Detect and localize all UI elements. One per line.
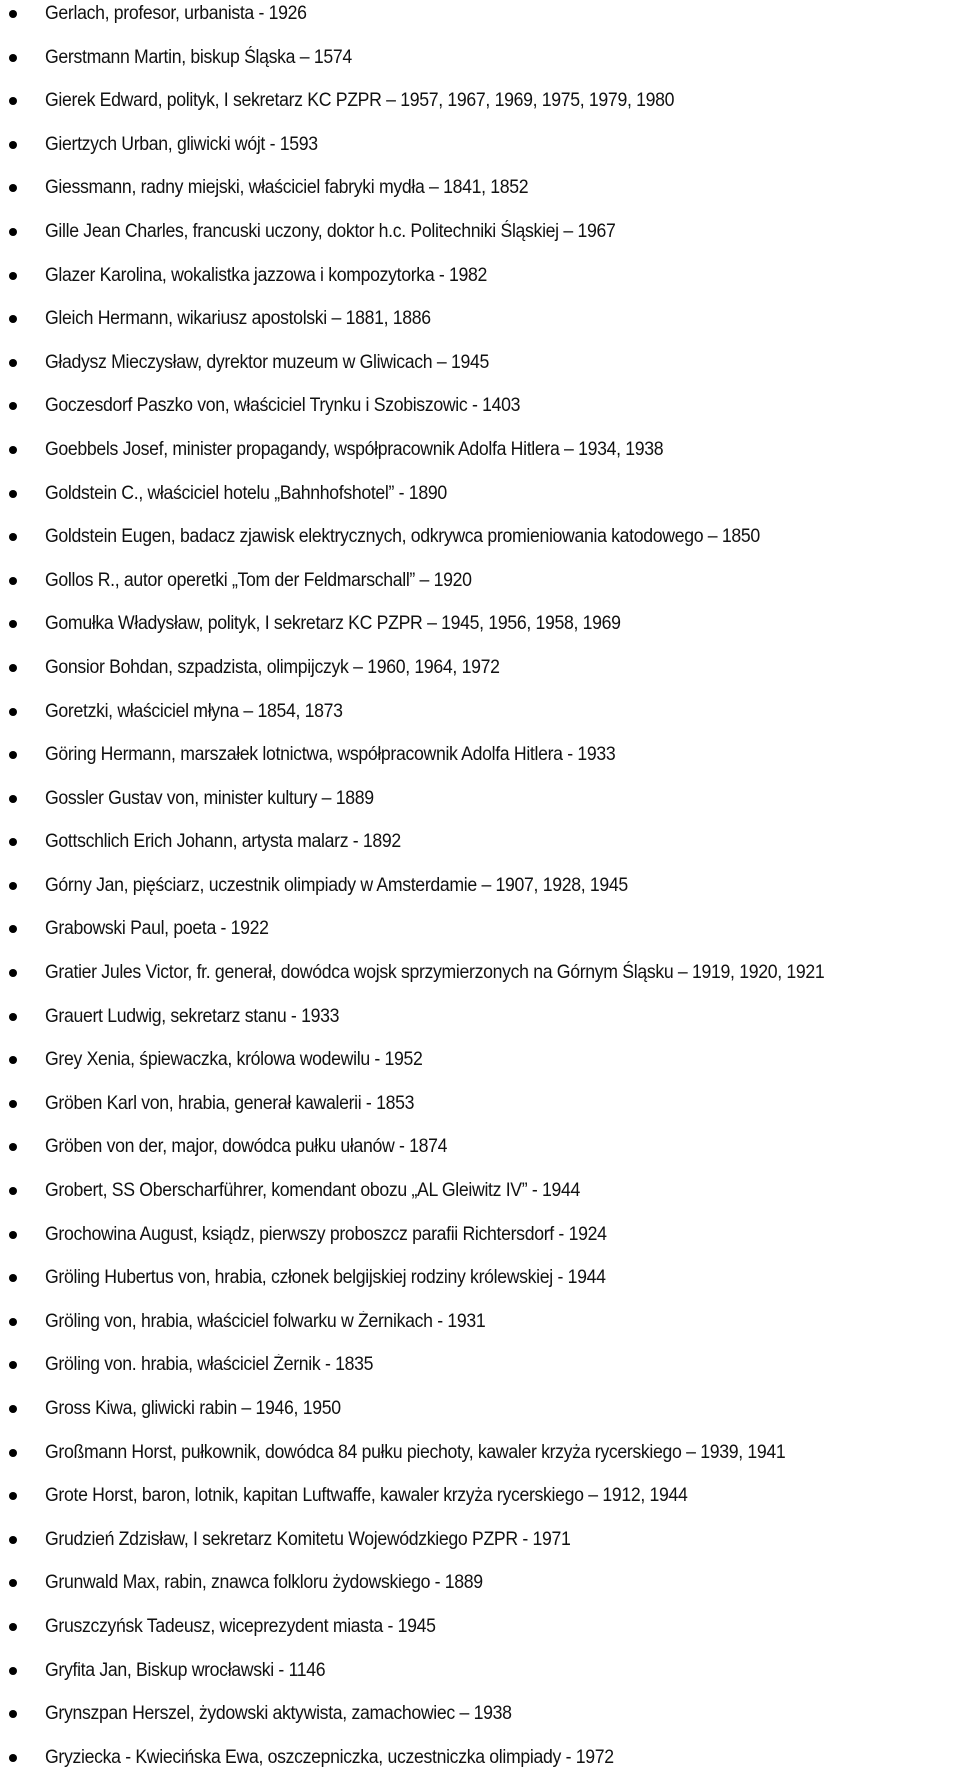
list-item	[0, 1482, 960, 1526]
bullet-icon	[9, 1274, 17, 1282]
entry-text: Górny Jan, pięściarz, uczestnik olimpiady w Amsterdamie – 1907, 1928, 1945	[45, 874, 628, 896]
list-item	[0, 0, 960, 44]
list-item	[0, 218, 960, 262]
list-item	[0, 305, 960, 349]
list-item	[0, 872, 960, 916]
list-item	[0, 1003, 960, 1047]
bullet-icon	[9, 1710, 17, 1718]
list-item	[0, 1700, 960, 1744]
entry-text: Gröling von, hrabia, właściciel folwarku w Żernikach - 1931	[45, 1310, 486, 1332]
bullet-icon	[9, 1361, 17, 1369]
entry-text: Gross Kiwa, gliwicki rabin – 1946, 1950	[45, 1398, 341, 1419]
entry-text: Gleich Hermann, wikariusz apostolski – 1881, 1886	[45, 308, 431, 330]
entry-text: Gryziecka - Kwiecińska Ewa, oszczepniczka, uczestniczka olimpiady - 1972	[45, 1746, 614, 1768]
entry-text: Gratier Jules Victor, fr. generał, dowódca wojsk sprzymierzonych na Górnym Śląsku – 1919, 1920, 1921	[45, 962, 825, 984]
list-item	[0, 523, 960, 567]
list-item	[0, 349, 960, 393]
entry-text: Grauert Ludwig, sekretarz stanu - 1933	[45, 1005, 340, 1027]
list-item	[0, 44, 960, 88]
bullet-icon	[9, 97, 17, 105]
list-item	[0, 1090, 960, 1134]
bullet-icon	[9, 751, 17, 759]
entry-text: Grote Horst, baron, lotnik, kapitan Luftwaffe, kawaler krzyża rycerskiego – 1912, 1944	[45, 1485, 688, 1507]
entry-text: Gröben von der, major, dowódca pułku ułanów - 1874	[45, 1136, 448, 1158]
list-item	[0, 392, 960, 436]
entry-text: Gerlach, profesor, urbanista - 1926	[45, 3, 307, 24]
bullet-icon	[9, 533, 17, 541]
bullet-icon	[9, 359, 17, 367]
list-item	[0, 480, 960, 524]
list-item	[0, 1744, 960, 1787]
list-item	[0, 1569, 960, 1613]
list-item	[0, 828, 960, 872]
bullet-icon	[9, 1579, 17, 1587]
list-item	[0, 1264, 960, 1308]
bullet-icon	[9, 1405, 17, 1413]
entry-text: Gille Jean Charles, francuski uczony, doktor h.c. Politechniki Śląskiej – 1967	[45, 220, 616, 242]
entry-text: Gröling von. hrabia, właściciel Żernik - 1835	[45, 1354, 374, 1376]
entry-text: Gottschlich Erich Johann, artysta malarz - 1892	[45, 831, 401, 853]
bullet-icon	[9, 620, 17, 628]
list-item	[0, 1133, 960, 1177]
bullet-icon	[9, 54, 17, 62]
bullet-icon	[9, 141, 17, 149]
entry-text: Gossler Gustav von, minister kultury – 1889	[45, 787, 374, 809]
list-item	[0, 1439, 960, 1483]
list-item	[0, 1613, 960, 1657]
bullet-icon	[9, 402, 17, 410]
list-item	[0, 1308, 960, 1352]
entry-text: Gomułka Władysław, polityk, I sekretarz KC PZPR – 1945, 1956, 1958, 1969	[45, 613, 621, 635]
list-item	[0, 131, 960, 175]
entry-text: Gollos R., autor operetki „Tom der Feldmarschall” – 1920	[45, 569, 472, 591]
entry-text: Goretzki, właściciel młyna – 1854, 1873	[45, 700, 343, 722]
entry-text: Grochowina August, ksiądz, pierwszy proboszcz parafii Richtersdorf - 1924	[45, 1223, 607, 1245]
list-item	[0, 262, 960, 306]
list-item	[0, 698, 960, 742]
bullet-icon	[9, 708, 17, 716]
entry-text: Gröling Hubertus von, hrabia, członek belgijskiej rodziny królewskiej - 1944	[45, 1267, 606, 1289]
list-item	[0, 959, 960, 1003]
entry-text: Giertzych Urban, gliwicki wójt - 1593	[45, 133, 318, 155]
bullet-icon	[9, 1449, 17, 1457]
entry-text: Grobert, SS Oberscharführer, komendant obozu „AL Gleiwitz IV” - 1944	[45, 1180, 581, 1202]
list-item	[0, 1177, 960, 1221]
bullet-icon	[9, 1187, 17, 1195]
entry-text: Großmann Horst, pułkownik, dowódca 84 pułku piechoty, kawaler krzyża rycerskiego – 1939, 1941	[45, 1441, 786, 1463]
entry-text: Goldstein Eugen, badacz zjawisk elektrycznych, odkrywca promieniowania katodowego – 1850	[45, 526, 760, 548]
entry-text: Goebbels Josef, minister propagandy, współpracownik Adolfa Hitlera – 1934, 1938	[45, 438, 664, 460]
entry-text: Goczesdorf Paszko von, właściciel Trynku i Szobiszowic - 1403	[45, 395, 521, 417]
bullet-icon	[9, 1318, 17, 1326]
list-item	[0, 915, 960, 959]
entry-text: Göring Hermann, marszałek lotnictwa, współpracownik Adolfa Hitlera - 1933	[45, 744, 616, 766]
bullet-icon	[9, 1536, 17, 1544]
bullet-icon	[9, 184, 17, 192]
list-item	[0, 1221, 960, 1265]
list-item	[0, 174, 960, 218]
bullet-icon	[9, 882, 17, 890]
bullet-icon	[9, 1754, 17, 1762]
entry-text: Grabowski Paul, poeta - 1922	[45, 918, 269, 940]
list-item	[0, 654, 960, 698]
bullet-icon	[9, 1667, 17, 1675]
entry-text: Gonsior Bohdan, szpadzista, olimpijczyk – 1960, 1964, 1972	[45, 656, 500, 678]
bullet-icon	[9, 1056, 17, 1064]
entry-text: Gruszczyńsk Tadeusz, wiceprezydent miasta - 1945	[45, 1615, 436, 1637]
list-item	[0, 1046, 960, 1090]
bullet-icon	[9, 228, 17, 236]
list-item	[0, 785, 960, 829]
bullet-icon	[9, 272, 17, 280]
list-item	[0, 1657, 960, 1701]
list-item	[0, 1526, 960, 1570]
bullet-icon	[9, 969, 17, 977]
bullet-icon	[9, 1100, 17, 1108]
list-item	[0, 436, 960, 480]
entry-text: Grunwald Max, rabin, znawca folkloru żydowskiego - 1889	[45, 1572, 483, 1594]
list-item	[0, 1351, 960, 1395]
bullet-icon	[9, 577, 17, 585]
entry-text: Gryfita Jan, Biskup wrocławski - 1146	[45, 1659, 326, 1681]
bullet-icon	[9, 1231, 17, 1239]
entry-text: Gröben Karl von, hrabia, generał kawalerii - 1853	[45, 1092, 415, 1114]
bullet-icon	[9, 1492, 17, 1500]
entry-text: Gerstmann Martin, biskup Śląska – 1574	[45, 46, 352, 68]
entry-text: Glazer Karolina, wokalistka jazzowa i kompozytorka - 1982	[45, 264, 488, 286]
bullet-icon	[9, 490, 17, 498]
list-item	[0, 87, 960, 131]
bullet-icon	[9, 1143, 17, 1151]
entry-text: Goldstein C., właściciel hotelu „Bahnhofshotel” - 1890	[45, 482, 447, 504]
bullet-icon	[9, 925, 17, 933]
bullet-icon	[9, 795, 17, 803]
list-item	[0, 567, 960, 611]
entry-text: Gierek Edward, polityk, I sekretarz KC PZPR – 1957, 1967, 1969, 1975, 1979, 1980	[45, 90, 675, 112]
bullet-icon	[9, 1013, 17, 1021]
bullet-icon	[9, 838, 17, 846]
bullet-icon	[9, 10, 17, 18]
list-item	[0, 610, 960, 654]
entry-text: Grudzień Zdzisław, I sekretarz Komitetu Wojewódzkiego PZPR - 1971	[45, 1528, 571, 1550]
bullet-icon	[9, 315, 17, 323]
bullet-icon	[9, 1623, 17, 1631]
entry-text: Giessmann, radny miejski, właściciel fabryki mydła – 1841, 1852	[45, 177, 529, 199]
list-item	[0, 741, 960, 785]
entry-text: Grynszpan Herszel, żydowski aktywista, zamachowiec – 1938	[45, 1703, 512, 1725]
entry-text: Grey Xenia, śpiewaczka, królowa wodewilu - 1952	[45, 1049, 423, 1071]
bullet-icon	[9, 446, 17, 454]
list-item	[0, 1395, 960, 1439]
bullet-icon	[9, 664, 17, 672]
entry-text: Gładysz Mieczysław, dyrektor muzeum w Gliwicach – 1945	[45, 351, 489, 373]
